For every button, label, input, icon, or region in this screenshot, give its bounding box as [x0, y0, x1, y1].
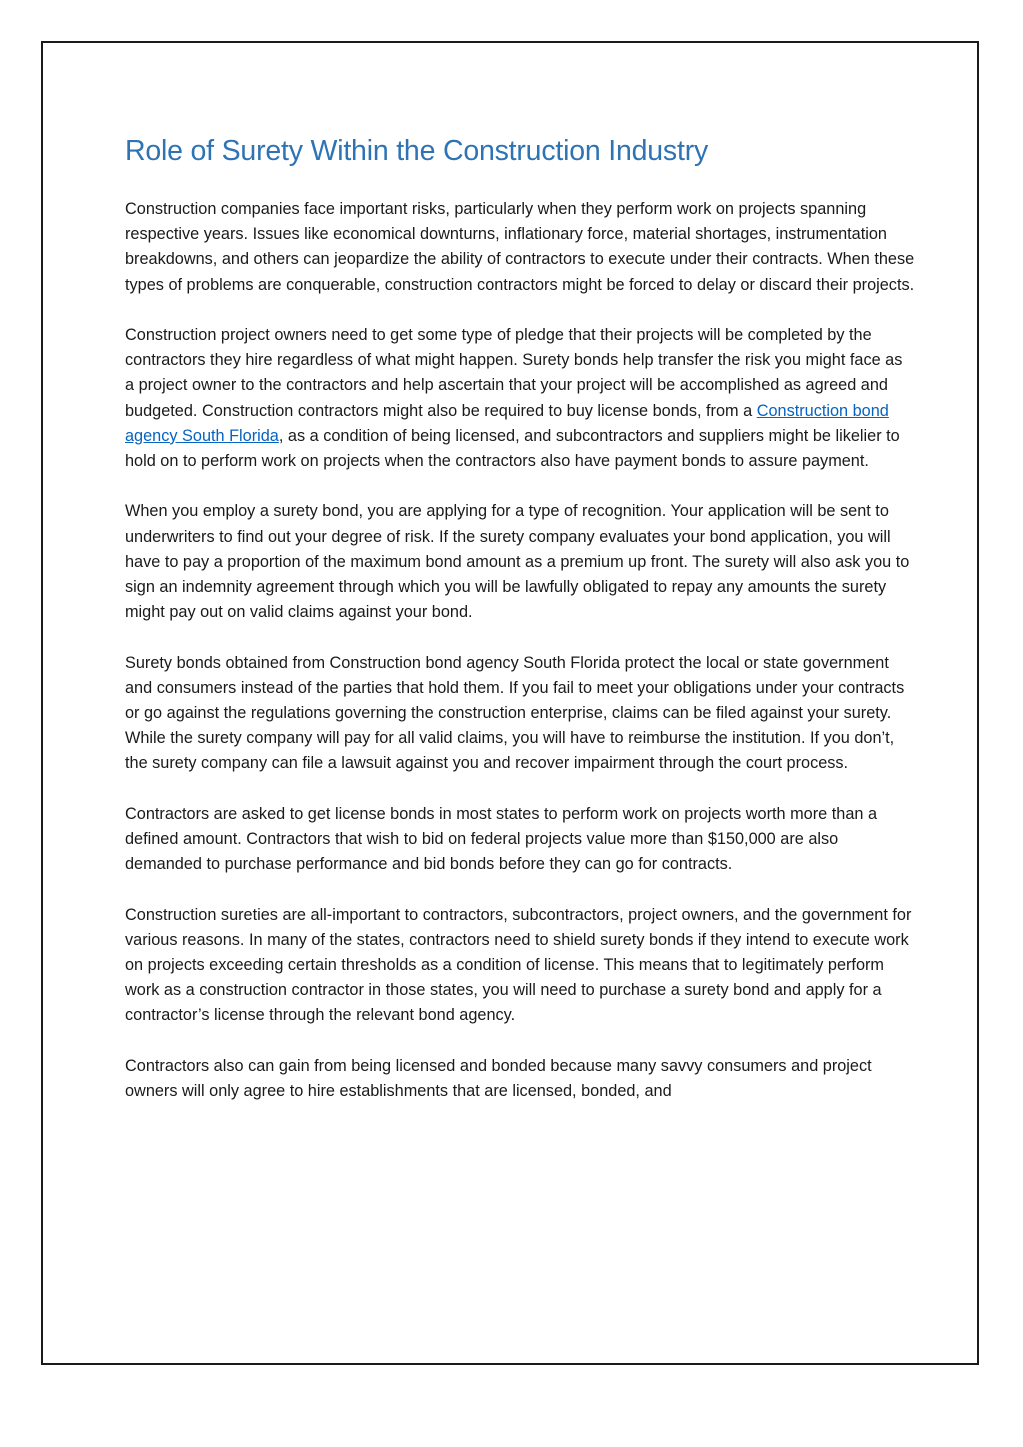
paragraph-2-text-after-link: , as a condition of being licensed, and subcontractors and suppliers might be likelier to hold on to perform work on projects when the contractors also have payment bonds to assure payment. [125, 426, 900, 471]
paragraph-1: Construction companies face important risks, particularly when they perform work on projects spanning respective years. Issues like economical downturns, inflationary force, material shortages, instrumentation breakdowns, and others can jeopardize the ability of contractors to execute under their contracts. When these types of problems are conquerable, construction contractors might be forced to delay or discard their projects. [125, 200, 915, 294]
paragraph-7: Contractors also can gain from being licensed and bonded because many savvy consumers and project owners will only agree to hire establishments that are licensed, bonded, and [125, 1056, 872, 1101]
paragraph-2 [125, 323, 915, 474]
paragraph-6: Construction sureties are all-important to contractors, subcontractors, project owners, and the government for various reasons. In many of the states, contractors need to shield surety bonds if they intend to execute work on projects exceeding certain thresholds as a condition of license. This means that to legitimately perform work as a construction contractor in those states, you will need to purchase a surety bond and apply for a contractor’s license through the relevant bond agency. [125, 905, 912, 1025]
document-page [41, 41, 979, 1365]
construction-bond-agency-link[interactable]: Construction bond agency South Florida [125, 401, 889, 445]
document-body [125, 131, 915, 1104]
paragraph-3: When you employ a surety bond, you are applying for a type of recognition. Your application will be sent to underwriters to find out your degree of risk. If the surety company evaluates your bond application, you will have to pay a proportion of the maximum bond amount as a premium up front. The surety will also ask you to sign an indemnity agreement through which you will be lawfully obligated to repay any amounts the surety might pay out on valid claims against your bond. [125, 502, 910, 622]
paragraph-4: Surety bonds obtained from Construction bond agency South Florida protect the local or state government and consumers instead of the parties that hold them. If you fail to meet your obligations under your contracts or go against the regulations governing the construction enterprise, claims can be filed against your surety. While the surety company will pay for all valid claims, you will have to reimburse the institution. If you don’t, the surety company can file a lawsuit against you and recover impairment through the court process. [125, 653, 905, 773]
paragraph-2-text-before-link: Construction project owners need to get some type of pledge that their projects will be completed by the contractors they hire regardless of what might happen. Surety bonds help transfer the risk you might face as a project owner to the contractors and help ascertain that your project will be accomplished as agreed and budgeted. Construction contractors might also be required to buy license bonds, from a [125, 326, 903, 420]
document-title: Role of Surety Within the Construction Industry [125, 135, 709, 167]
paragraph-5: Contractors are asked to get license bonds in most states to perform work on projects worth more than a defined amount. Contractors that wish to bid on federal projects value more than $150,000 are also demanded to purchase performance and bid bonds before they can go for contracts. [125, 804, 878, 874]
